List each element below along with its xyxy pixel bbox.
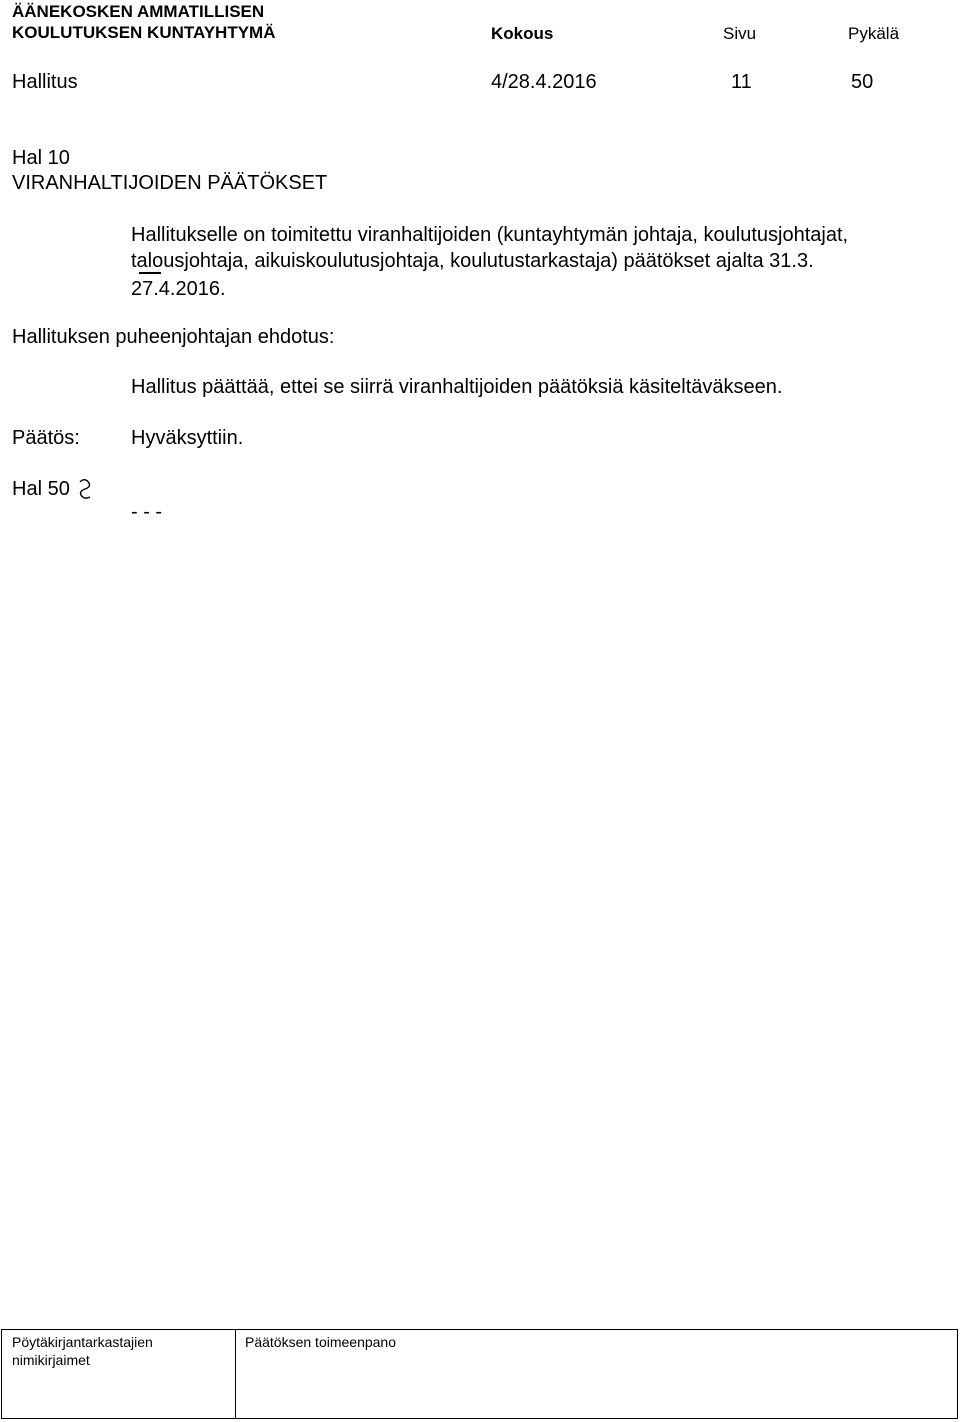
org-name-line1: ÄÄNEKOSKEN AMMATILLISEN [12, 2, 265, 21]
header-pykala-label: Pykälä [848, 24, 900, 43]
decision-label: Päätös: [12, 427, 80, 449]
proposal-label: Hallituksen puheenjohtajan ehdotus: [12, 326, 335, 348]
item-description-line2-text: talousjohtaja, aikuiskoulutusjohtaja, koulutustarkastaja) päätökset ajalta 31.3. [131, 250, 814, 272]
item-title: VIRANHALTIJOIDEN PÄÄTÖKSET [12, 172, 328, 194]
org-name-line2: KOULUTUKSEN KUNTAYHTYMÄ [12, 23, 276, 42]
footer-divider [235, 1330, 236, 1418]
section-sign-icon [78, 478, 92, 502]
proposal-text: Hallitus päättää, ettei se siirrä viranhaltijoiden päätöksiä käsiteltäväkseen. [131, 376, 783, 398]
item-description [131, 222, 931, 302]
header-meeting-number: 4/28.4.2016 [491, 71, 597, 93]
item-description-line1: Hallitukselle on toimitettu viranhaltijoiden (kuntayhtymän johtaja, koulutusjohtajat, [131, 224, 849, 246]
item-description-line3: 27.4.2016. [131, 278, 226, 300]
reference-code: Hal 50 [12, 478, 70, 500]
item-code: Hal 10 [12, 147, 70, 169]
footer-initials-label-line2: nimikirjaimet [12, 1352, 90, 1368]
en-dash-line [139, 272, 161, 274]
item-description-line2 [131, 248, 931, 276]
decision-text: Hyväksyttiin. [131, 427, 244, 449]
header-page-number: 11 [731, 71, 752, 93]
separator-text: - - - [131, 501, 163, 523]
footer-box [1, 1329, 958, 1419]
header-body-name: Hallitus [12, 71, 78, 93]
header-section-number: 50 [851, 71, 874, 93]
footer-initials-label-line1: Pöytäkirjantarkastajien [12, 1334, 153, 1350]
footer-execution-label: Päätöksen toimeenpano [245, 1334, 396, 1350]
header-sivu-label: Sivu [723, 24, 757, 43]
header-kokous-label: Kokous [491, 24, 554, 43]
